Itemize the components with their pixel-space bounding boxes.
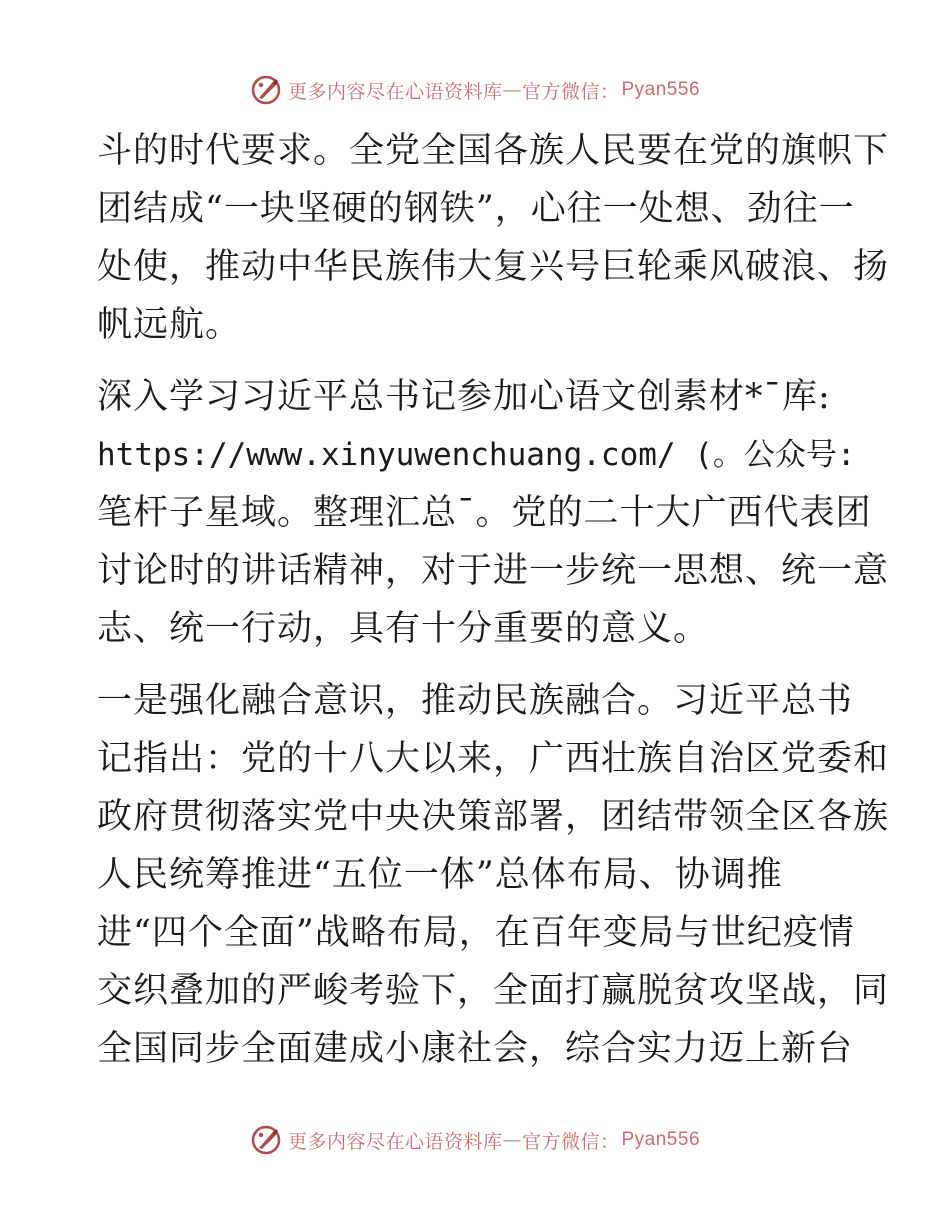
text-line: 笔杆子星域。整理汇总¯。党的二十大广西代表团 <box>97 493 872 533</box>
text-line: 深入学习习近平总书记参加心语文创素材*¯库: <box>97 377 831 417</box>
watermark-brand: 更多内容尽在心语资料库 <box>287 80 503 103</box>
text-line: 记指出：党的十八大以来，广西壮族自治区党委和 <box>97 739 890 779</box>
text-line: 人民统筹推进“五位一体”总体布局、协调推 <box>97 855 783 895</box>
text-line: 志、统一行动，具有十分重要的意义。 <box>97 609 710 649</box>
paragraph-1 <box>97 122 890 354</box>
url-line: https://www.xinyuwenchuang.com/ (。公众号: <box>97 437 856 473</box>
text-line: 讨论时的讲话精神，对于进一步统一思想、统一意 <box>97 551 890 591</box>
paragraph-2 <box>97 368 890 658</box>
quill-pen-seal-icon <box>250 74 282 106</box>
watermark-separator: — <box>502 1129 522 1151</box>
document-body <box>97 122 890 1092</box>
watermark-brand: 更多内容尽在心语资料库 <box>287 1130 503 1153</box>
quill-pen-seal-icon <box>250 1124 282 1156</box>
watermark-label: 官方微信： <box>521 80 620 103</box>
text-line: 全国同步全面建成小康社会，综合实力迈上新台 <box>97 1029 854 1069</box>
paragraph-3 <box>97 672 890 1078</box>
header-watermark <box>0 70 950 110</box>
text-line: 交织叠加的严峻考验下，全面打赢脱贫攻坚战，同 <box>97 971 890 1011</box>
text-line: 帆远航。 <box>97 305 242 345</box>
text-line: 一是强化融合意识，推动民族融合。习近平总书 <box>97 681 854 721</box>
watermark-label: 官方微信： <box>521 1130 620 1153</box>
text-line: 政府贯彻落实党中央决策部署，团结带领全区各族 <box>97 797 890 837</box>
watermark-handle: Pyan556 <box>621 79 701 100</box>
text-line: 斗的时代要求。全党全国各族人民要在党的旗帜下 <box>97 131 890 171</box>
text-line: 处使，推动中华民族伟大复兴号巨轮乘风破浪、扬 <box>97 247 890 287</box>
text-line: 进“四个全面”战略布局，在百年变局与世纪疫情 <box>97 913 855 953</box>
text-line: 团结成“一块坚硬的钢铁”，心往一处想、劲往一 <box>97 189 855 229</box>
watermark-separator: — <box>502 79 522 101</box>
footer-watermark <box>0 1120 950 1160</box>
watermark-handle: Pyan556 <box>621 1129 701 1150</box>
